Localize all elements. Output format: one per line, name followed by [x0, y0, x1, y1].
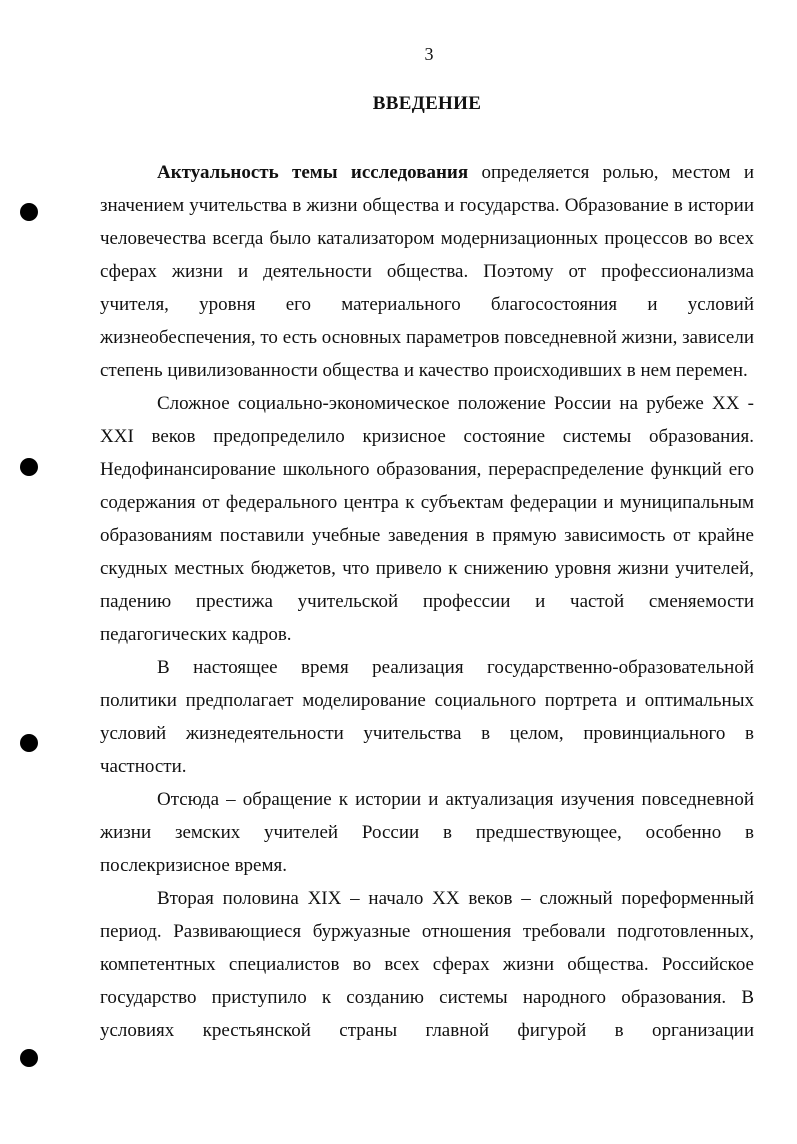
- page-title: ВВЕДЕНИЕ: [372, 93, 482, 114]
- paragraph-relevance: [100, 156, 754, 387]
- binder-hole: [20, 458, 38, 476]
- paragraph-policy: В настоящее время реализация государственно-образовательной политики предполагает моделирование социального портрета и оптимальных условий жизнедеятельности учительства в целом, провинциального в частности.: [100, 657, 754, 777]
- paragraph-history: Отсюда – обращение к истории и актуализация изучения повседневной жизни земских учителей России в предшествующее, особенно в послекризисное время.: [100, 789, 754, 876]
- binder-hole: [20, 1049, 38, 1067]
- paragraph-text: определяется ролью, местом и значением учительства в жизни общества и государства. Образование в истории человечества всегда было катализатором модернизационных процессов во всех сферах жизни и деятельности общества. Поэтому от профессионализма учителя, уровня его материального благосостояния и условий жизнеобеспечения, то есть основных параметров повседневной жизни, зависели степень цивилизованности общества и качество происходивших в нем перемен.: [100, 162, 754, 381]
- paragraph-crisis: Сложное социально-экономическое положение России на рубеже XX - XXI веков предопределило кризисное состояние системы образования. Недофинансирование школьного образования, перераспределение функций его содержания от федерального центра к субъектам федерации и муниципальным образованиям поставили учебные заведения в прямую зависимость от крайне скудных местных бюджетов, что привело к снижению уровня жизни учителей, падению престижа учительской профессии и частой сменяемости педагогических кадров.: [100, 393, 754, 645]
- relevance-lead: Актуальность темы исследования: [157, 162, 469, 183]
- document-body: [100, 156, 754, 1047]
- paragraph-period: Вторая половина XIX – начало XX веков – сложный пореформенный период. Развивающиеся буржуазные отношения требовали подготовленных, компетентных специалистов во всех сферах жизни общества. Российское государство приступило к созданию системы народного образования. В условиях крестьянской страны главной фигурой в организации: [100, 888, 754, 1041]
- binder-hole: [20, 734, 38, 752]
- binder-hole: [20, 203, 38, 221]
- page-number: 3: [424, 44, 434, 64]
